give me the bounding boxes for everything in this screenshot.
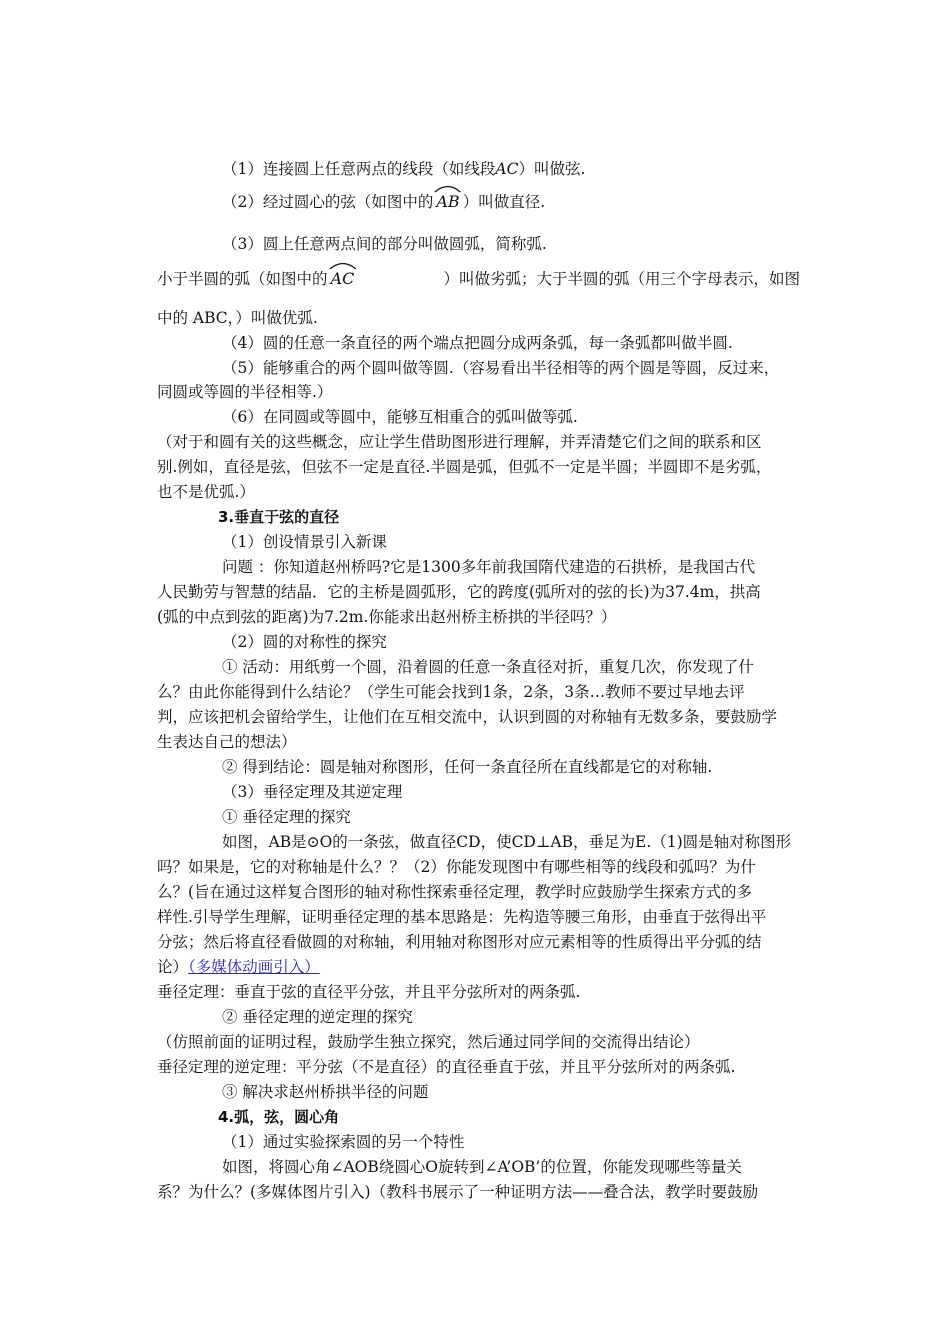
subheading-bridge: ③ 解决求赵州桥拱半径的问题: [222, 1083, 429, 1101]
segment-label-ac: AC: [495, 160, 519, 178]
para-question-3: (弧的中点到弦的距离)为7.2m.你能求出赵州桥主桥拱的半径吗？）: [157, 608, 617, 626]
para-arc-def: （3）圆上任意两点间的部分叫做圆弧，简称弧.: [222, 235, 547, 253]
section-heading-4: 4.弧，弦，圆心角: [218, 1108, 340, 1126]
para-note-3: 也不是优弧.）: [157, 483, 255, 501]
para-activity-3: 判，应该把机会留给学生，让他们在互相交流中，认识到圆的对称轴有无数多条，要鼓励学: [157, 708, 778, 726]
para-question-2: 人民勤劳与智慧的结晶．它的主桥是圆弧形，它的跨度(弧所对的弦的长)为37.4m，拱高: [157, 583, 761, 601]
para-theorem-1: 如图，AB是⊙O的一条弦，做直径CD，使CD⊥AB，垂足为E.（1)圆是轴对称图形: [222, 833, 792, 851]
para-theorem-statement: 垂径定理：垂直于弦的直径平分弦，并且平分弦所对的两条弧.: [157, 983, 581, 1001]
para-theorem-4: 样性.引导学生理解，证明垂径定理的基本思路是：先构造等腰三角形，由垂直于弦得出平: [157, 908, 767, 926]
arc-ac-symbol: AC: [328, 268, 358, 290]
section-heading-3: 3.垂直于弦的直径: [218, 508, 340, 526]
subheading-theorem: （3）垂径定理及其逆定理: [222, 783, 403, 801]
subheading-experiment: （1）通过实验探索圆的另一个特性: [222, 1133, 465, 1151]
para-equal-circles-cont: 同圆或等圆的半径相等.）: [157, 383, 333, 401]
para-equal-circles: （5）能够重合的两个圆叫做等圆.（容易看出半径相等的两个圆是等圆，反过来，: [222, 359, 780, 377]
para-diameter-def: （2）经过圆心的弦（如图中的 AB ）叫做直径.: [222, 191, 545, 213]
para-note-2: 别.例如，直径是弦，但弦不一定是直径.半圆是弧，但弧不一定是半圆；半圆即不是劣弧，: [157, 458, 772, 476]
para-theorem-3: 么？(旨在通过这样复合图形的轴对称性探索垂径定理，教学时应鼓励学生探索方式的多: [157, 883, 753, 901]
para-semicircle: （4）圆的任意一条直径的两个端点把圆分成两条弧，每一条弧都叫做半圆.: [222, 334, 733, 352]
para-question-1: 问题 ：你知道赵州桥吗?它是1300多年前我国隋代建造的石拱桥，是我国古代: [222, 558, 756, 576]
para-rotation-2: 系？为什么？(多媒体图片引入)（教科书展示了一种证明方法——叠合法，教学时要鼓励: [157, 1183, 759, 1201]
subheading-theorem-explore: ① 垂径定理的探究: [222, 808, 351, 826]
para-converse-note: （仿照前面的证明过程，鼓励学生独立探究，然后通过同学间的交流得出结论）: [157, 1033, 700, 1051]
subheading-converse: ② 垂径定理的逆定理的探究: [222, 1008, 413, 1026]
para-conclusion: ② 得到结论：圆是轴对称图形，任何一条直径所在直线都是它的对称轴.: [222, 758, 713, 776]
para-equal-arcs: （6）在同圆或等圆中，能够互相重合的弧叫做等弧.: [222, 408, 578, 426]
arc-ab-symbol: AB: [433, 191, 462, 213]
para-theorem-6: 论）（多媒体动画引入）: [157, 958, 320, 976]
para-chord-def: （1）连接圆上任意两点的线段（如线段AC）叫做弦.: [222, 160, 586, 178]
para-major-arc: 中的 ABC，）叫做优弧.: [157, 309, 318, 327]
subheading-intro: （1）创设情景引入新课: [222, 533, 387, 551]
para-theorem-5: 分弦；然后将直径看做圆的对称轴，利用轴对称图形对应元素相等的性质得出平分弧的结: [157, 933, 762, 951]
multimedia-animation-link[interactable]: （多媒体动画引入）: [188, 958, 320, 976]
para-activity-1: ① 活动：用纸剪一个圆，沿着圆的任意一条直径对折，重复几次，你发现了什: [222, 658, 754, 676]
para-theorem-2: 吗？如果是，它的对称轴是什么？？（2）你能发现图中有哪些相等的线段和弧吗？为什: [157, 858, 756, 876]
para-converse-statement: 垂径定理的逆定理：平分弦（不是直径）的直径垂直于弦，并且平分弦所对的两条弧.: [157, 1058, 736, 1076]
para-minor-arc: 小于半圆的弧（如图中的 AC ）叫做劣弧；大于半圆的弧（用三个字母表示，如图: [157, 268, 800, 290]
para-rotation-1: 如图，将圆心角∠AOB绕圆心O旋转到∠A’OB’的位置，你能发现哪些等量关: [222, 1158, 742, 1176]
para-activity-4: 生表达自己的想法）: [157, 733, 297, 751]
para-note-1: （对于和圆有关的这些概念，应让学生借助图形进行理解，并弄清楚它们之间的联系和区: [157, 433, 762, 451]
subheading-symmetry: （2）圆的对称性的探究: [222, 633, 387, 651]
para-activity-2: 么？由此你能得到什么结论？（学生可能会找到1条，2条，3条…教师不要过早地去评: [157, 683, 745, 701]
